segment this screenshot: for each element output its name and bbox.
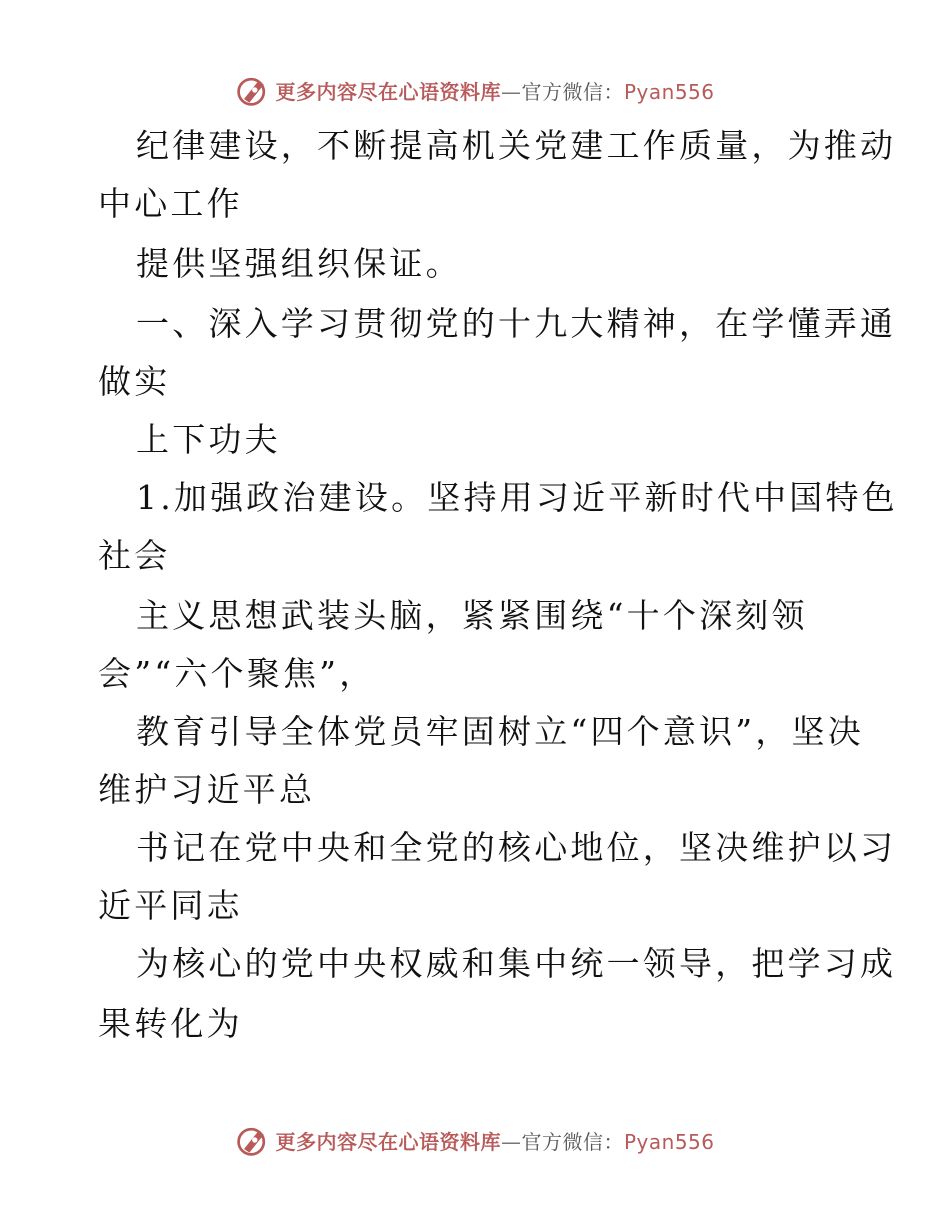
- watermark-text: 更多内容尽在心语资料库—官方微信：Pyan556: [275, 1129, 715, 1154]
- text-line: 中心工作: [98, 184, 243, 223]
- text-line: 提供坚强组织保证。: [136, 244, 462, 283]
- pen-nib-logo-icon: [235, 1122, 271, 1158]
- watermark-header: [0, 70, 950, 110]
- text-line: 会”“六个聚焦”，: [98, 654, 376, 693]
- text-line: 1.加强政治建设。坚持用习近平新时代中国特色: [136, 478, 898, 517]
- section-heading: 一、深入学习贯彻党的十九大精神，在学懂弄通: [136, 304, 897, 343]
- text-line: 社会: [98, 536, 171, 575]
- text-line: 维护习近平总: [98, 770, 316, 809]
- section-heading: 上下功夫: [136, 420, 281, 459]
- watermark-text: 更多内容尽在心语资料库—官方微信：Pyan556: [275, 79, 715, 104]
- text-line: 纪律建设，不断提高机关党建工作质量，为推动: [136, 126, 897, 165]
- text-line: 为核心的党中央权威和集中统一领导，把学习成: [136, 944, 897, 983]
- watermark-footer: [0, 1120, 950, 1160]
- section-heading: 做实: [98, 362, 171, 401]
- text-line: 书记在党中央和全党的核心地位，坚决维护以习: [136, 828, 897, 867]
- text-line: 主义思想武装头脑，紧紧围绕“十个深刻领: [136, 596, 808, 635]
- text-line: 教育引导全体党员牢固树立“四个意识”，坚决: [136, 712, 864, 751]
- text-line: 果转化为: [98, 1004, 243, 1043]
- pen-nib-logo-icon: [235, 72, 271, 108]
- text-line: 近平同志: [98, 886, 243, 925]
